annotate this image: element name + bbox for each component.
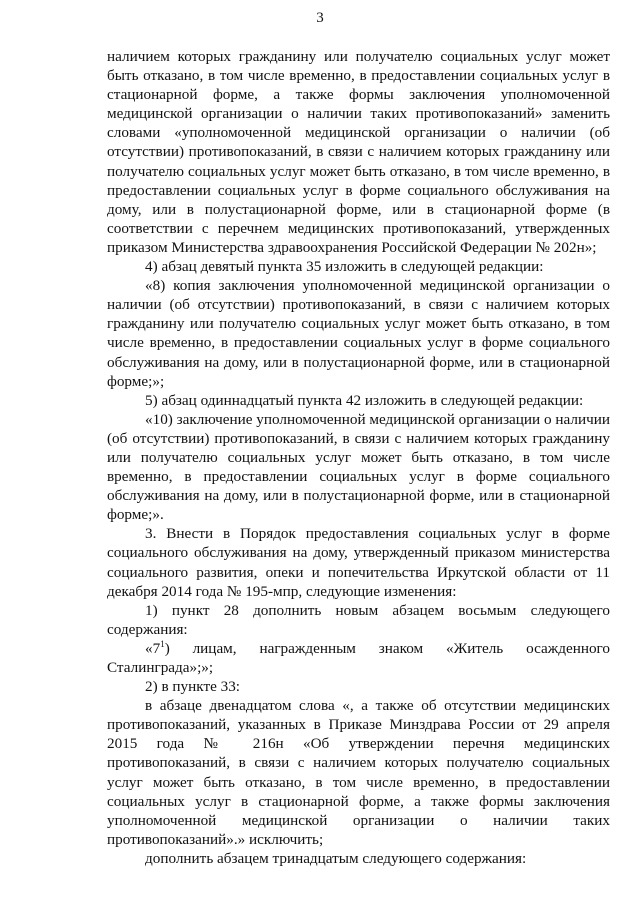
- paragraph-item-4: 4) абзац девятый пункта 35 изложить в следующей редакции:: [145, 258, 544, 276]
- paragraph-section-3: 3. Внести в Порядок предоставления социальных услуг в форме социального обслуживания на дому, утвержденный приказом министерства социального развития, опеки и попечительства Иркутской области от 11 декабря 2014 года № 195-мпр, следующие изменения:: [107, 525, 610, 600]
- paragraph-abzac-13: дополнить абзацем тринадцатым следующего содержания:: [145, 849, 527, 867]
- paragraph-subitem-2: 2) в пункте 33:: [145, 678, 241, 696]
- document-body: [107, 47, 610, 868]
- paragraph-quote-7-1: [107, 639, 610, 677]
- page-number: 3: [316, 10, 324, 26]
- paragraph-quote-10: «10) заключение уполномоченной медицинской организации о наличии (об отсутствии) противопоказаний, в связи с наличием которых гражданину или получателю социальных услуг может быть отказано, в том числе временно, в предоставлении социальных услуг в форме социального обслуживания на дому, или в полустационарной форме, или в стационарной форме;».: [107, 410, 610, 524]
- superscript-1: 1: [160, 638, 165, 649]
- quote-7-prefix: «7: [145, 639, 161, 657]
- paragraph-abzac-12: в абзаце двенадцатом слова «, а также об отсутствии медицинских противопоказаний, указанных в Приказе Минздрава России от 29 апреля 2015 года № 216н «Об утверждении перечня медицинских противопоказаний, в связи с наличием которых получателю социальных услуг может быть отказано, в том числе временно, в предоставлении социальных услуг в стационарной форме, а также формы заключения уполномоченной медицинской организации о наличии таких противопоказаний».» исключить;: [107, 697, 610, 848]
- paragraph-subitem-1: 1) пункт 28 дополнить новым абзацем восьмым следующего содержания:: [107, 601, 610, 638]
- quote-7-body: ) лицам, награжденным знаком «Житель осажденного Сталинграда»;»;: [107, 639, 610, 676]
- paragraph-item-5: 5) абзац одиннадцатый пункта 42 изложить в следующей редакции:: [145, 391, 584, 409]
- paragraph-continuation: наличием которых гражданину или получателю социальных услуг может быть отказано, в том числе временно, в предоставлении социальных услуг в стационарной форме, а также формы заключения уполномоченной медицинской организации о наличии таких противопоказаний» заменить словами «уполномоченной медицинской организации о наличии (об отсутствии) противопоказаний, в связи с наличием которых гражданину или получателю социальных услуг может быть отказано, в том числе временно, в предоставлении социальных услуг в форме социального обслуживания на дому, или в полустационарной форме, или в стационарной форме (в соответствии с перечнем медицинских противопоказаний, утвержденных приказом Министерства здравоохранения Российской Федерации № 202н»;: [107, 48, 610, 256]
- paragraph-quote-8: «8) копия заключения уполномоченной медицинской организации о наличии (об отсутствии) противопоказаний, в связи с наличием которых гражданину или получателю социальных услуг может быть отказано, в том числе временно, в предоставлении социальных услуг в форме социального обслуживания на дому, или в полустационарной форме, или в стационарной форме;»;: [107, 277, 610, 390]
